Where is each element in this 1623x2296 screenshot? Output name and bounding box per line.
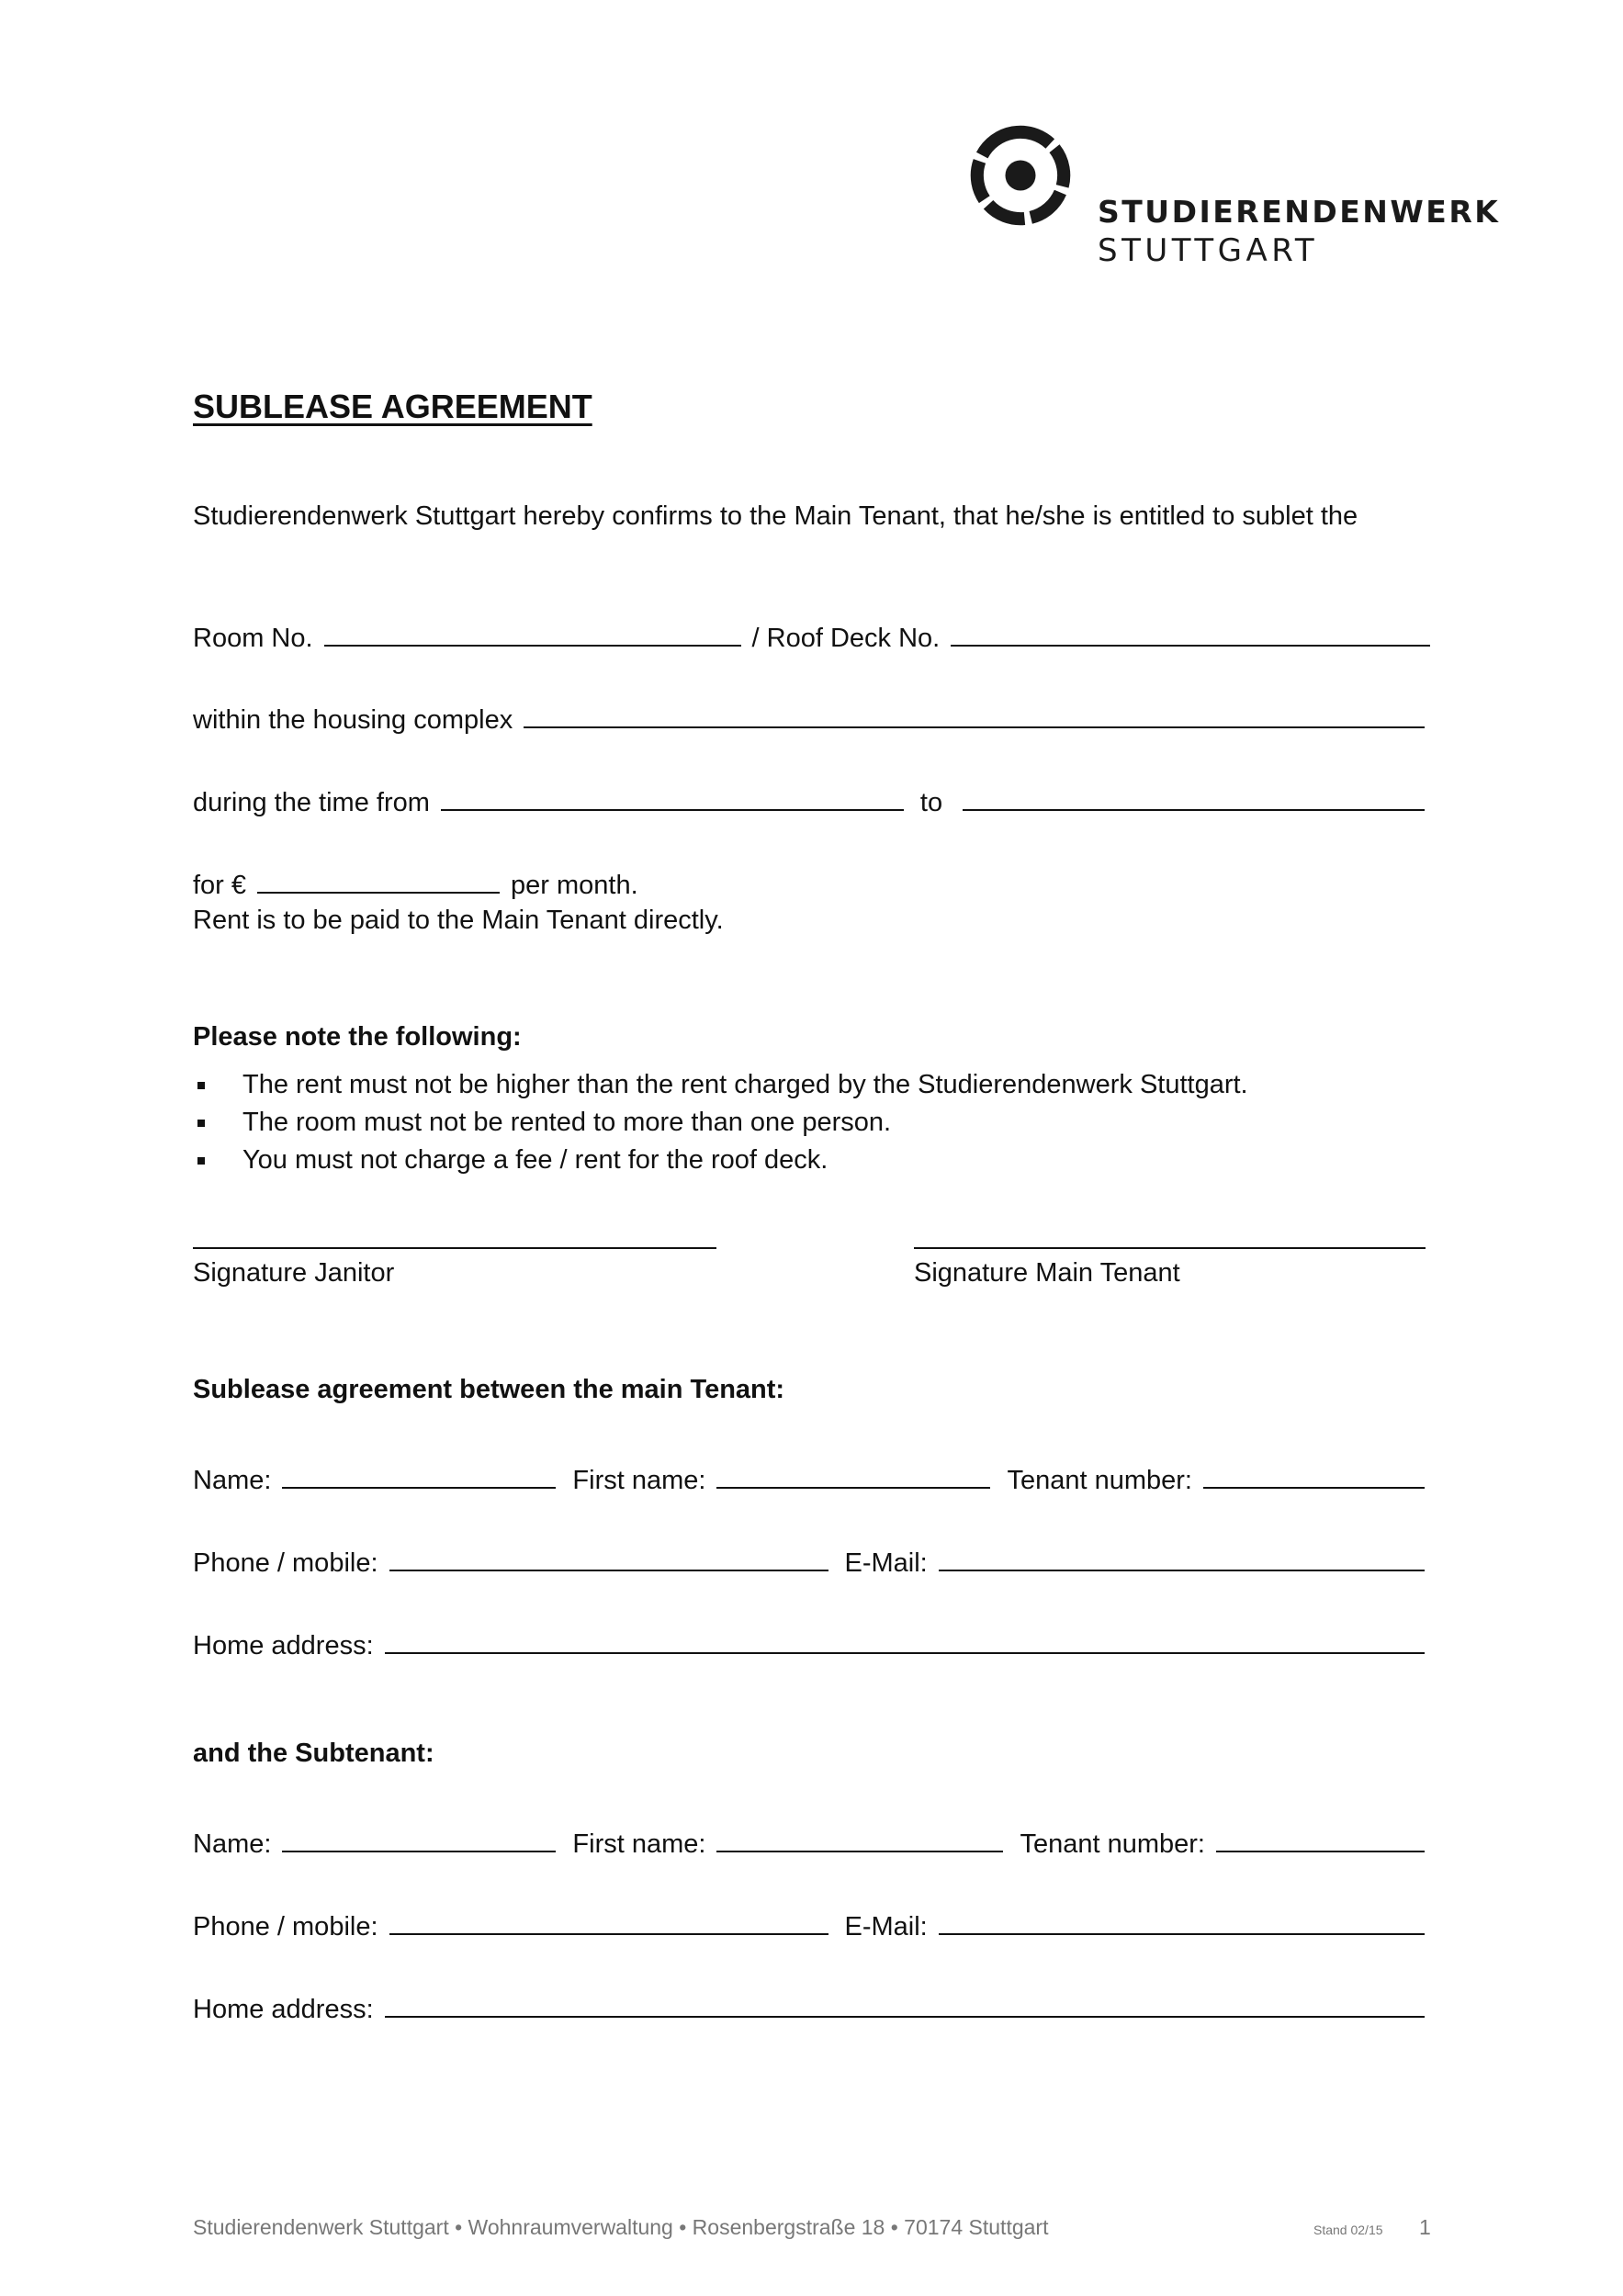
subtenant-name-row [193, 1823, 1430, 1863]
rent-row [193, 864, 1430, 905]
main-tenant-heading: Sublease agreement between the main Tenant: [193, 1375, 785, 1404]
main-tenant-email-field[interactable] [939, 1542, 1425, 1571]
notes-heading: Please note the following: [193, 1022, 522, 1052]
subtenant-phone-label: Phone / mobile: [193, 1912, 378, 1941]
main-tenant-name-row [193, 1459, 1430, 1500]
time-to-label: to [919, 788, 943, 817]
footer-stand: Stand 02/15 [1313, 2223, 1383, 2237]
room-no-label: Room No. [193, 624, 313, 653]
housing-complex-label: within the housing complex [193, 705, 513, 735]
housing-complex-field[interactable] [524, 699, 1425, 728]
subtenant-address-row [193, 1988, 1430, 2029]
subtenant-email-label: E-Mail: [844, 1912, 928, 1941]
time-to-field[interactable] [963, 782, 1425, 811]
per-month-label: per month. [511, 871, 638, 900]
rent-note: Rent is to be paid to the Main Tenant directly. [193, 906, 724, 935]
document-title: SUBLEASE AGREEMENT [193, 388, 592, 425]
logo-wordmark [1098, 194, 1501, 269]
rent-amount-label: for € [193, 871, 247, 900]
time-from-label: during the time from [193, 788, 430, 817]
main-tenant-email-label: E-Mail: [844, 1548, 928, 1578]
main-tenant-name-label: Name: [193, 1466, 272, 1495]
housing-complex-row [193, 699, 1430, 739]
subtenant-contact-row [193, 1906, 1430, 1946]
rent-amount-field[interactable] [257, 864, 500, 894]
ring-with-dot-logo-icon [966, 121, 1075, 230]
page-number: 1 [1419, 2215, 1431, 2239]
main-tenant-address-field[interactable] [385, 1625, 1425, 1654]
subtenant-address-label: Home address: [193, 1995, 374, 2024]
main-tenant-phone-field[interactable] [389, 1542, 828, 1571]
time-from-field[interactable] [441, 782, 904, 811]
main-tenant-number-label: Tenant number: [1007, 1466, 1192, 1495]
main-tenant-first-name-label: First name: [572, 1466, 706, 1495]
main-tenant-address-label: Home address: [193, 1631, 374, 1660]
roof-deck-label: / Roof Deck No. [751, 624, 941, 653]
subtenant-name-label: Name: [193, 1829, 272, 1859]
room-row [193, 617, 1430, 658]
main-tenant-contact-row [193, 1542, 1430, 1582]
janitor-signature-label: Signature Janitor [193, 1258, 395, 1288]
main-tenant-address-row [193, 1625, 1430, 1665]
main-tenant-signature-field[interactable] [914, 1247, 1426, 1249]
subtenant-heading: and the Subtenant: [193, 1739, 434, 1768]
subtenant-number-field[interactable] [1216, 1823, 1425, 1852]
room-no-field[interactable] [324, 617, 741, 647]
subtenant-number-label: Tenant number: [1020, 1829, 1205, 1859]
footer-address: Studierendenwerk Stuttgart • Wohnraumverwaltung • Rosenbergstraße 18 • 70174 Stuttgart [193, 2215, 1049, 2239]
main-tenant-first-name-field[interactable] [716, 1459, 990, 1489]
main-tenant-phone-label: Phone / mobile: [193, 1548, 378, 1578]
subtenant-email-field[interactable] [939, 1906, 1425, 1935]
roof-deck-field[interactable] [951, 617, 1430, 647]
janitor-signature-field[interactable] [193, 1247, 716, 1249]
logo-line-2: STUTTGART [1098, 232, 1319, 269]
subtenant-address-field[interactable] [385, 1988, 1425, 2018]
main-tenant-signature-label: Signature Main Tenant [914, 1258, 1180, 1288]
subtenant-first-name-label: First name: [572, 1829, 706, 1859]
main-tenant-number-field[interactable] [1203, 1459, 1425, 1489]
list-item: You must not charge a fee / rent for the roof deck. [193, 1142, 1248, 1179]
notes-list [193, 1066, 1248, 1179]
list-item: The room must not be rented to more than one person. [193, 1104, 1248, 1142]
subtenant-phone-field[interactable] [389, 1906, 828, 1935]
logo-line-1: STUDIERENDENWERK [1098, 194, 1501, 230]
time-period-row [193, 782, 1430, 822]
intro-paragraph: Studierendenwerk Stuttgart hereby confirms to the Main Tenant, that he/she is entitled to sublet the [193, 501, 1358, 531]
main-tenant-name-field[interactable] [282, 1459, 556, 1489]
list-item: The rent must not be higher than the rent charged by the Studierendenwerk Stuttgart. [193, 1066, 1248, 1104]
subtenant-name-field[interactable] [282, 1823, 556, 1852]
subtenant-first-name-field[interactable] [716, 1823, 1003, 1852]
